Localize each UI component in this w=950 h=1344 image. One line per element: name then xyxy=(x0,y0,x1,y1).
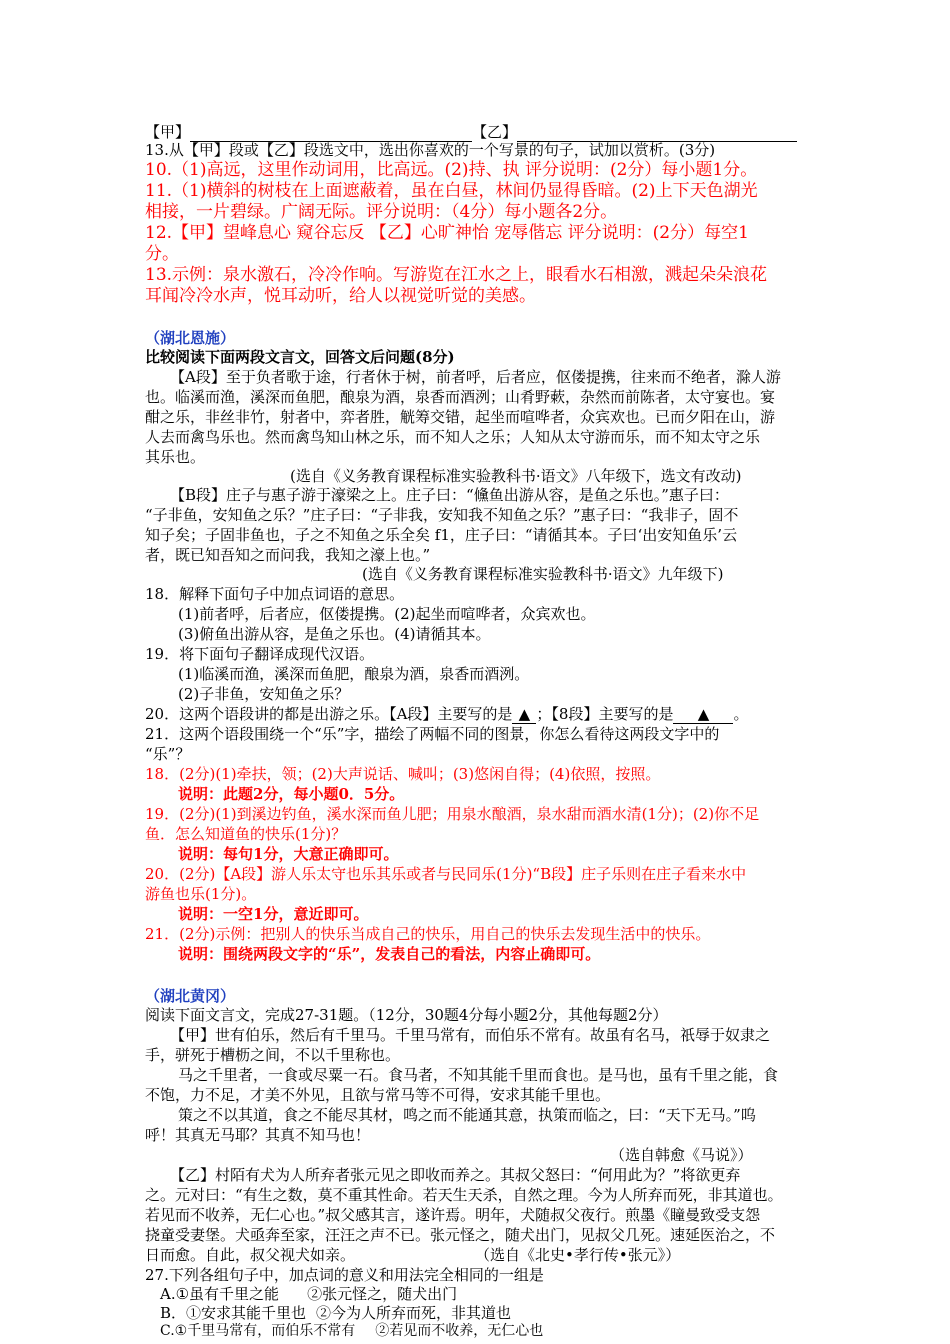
passage-jia-line: 马之千里者，一食或尽粟一石。食马者，不知其能千里而食也。是马也，虽有千里之能，食 xyxy=(178,1066,779,1084)
question-20-text: 20．这两个语段讲的都是出游之乐。【A段】主要写的是 xyxy=(145,705,513,723)
question-19-item: (1)临溪而渔，溪深而鱼肥，酿泉为酒，泉香而酒洌。 xyxy=(178,665,530,683)
passage-yi-line: 日而愈。自此，叔父视犬如亲。 xyxy=(145,1246,356,1264)
answer-note: 说明：每句1分，大意正确即可。 xyxy=(178,845,399,863)
answer-21: 21．(2分)示例：把别人的快乐当成自己的快乐，用自己的快乐去发现生活中的快乐。 xyxy=(145,925,711,943)
passage-yi-source: （选自《北史•孝行传•张元》） xyxy=(475,1246,681,1264)
passage-b-line: 者，既已知吾知之而问我，我知之濠上也。” xyxy=(145,546,431,564)
passage-yi-line: 【乙】村陌有犬为人所弃者张元见之即收而养之。其叔父怒曰：“何用此为？”将欲更弃 xyxy=(170,1166,741,1184)
passage-a-line: 【A段】至于负者歌于途，行者休于树，前者呼，后者应，伛偻提携，往来而不绝者，滁人游 xyxy=(170,368,781,386)
passage-a-source: (选自《义务教育课程标准实验教科书·语文》八年级下，选文有改动) xyxy=(290,467,742,485)
passage-yi-line: 若见而不收养，无仁心也。”叔父感其言，遂许焉。明年，犬随叔父夜行。煎墨《瞳曼致受支怨 xyxy=(145,1206,761,1224)
label-jia: 【甲】 xyxy=(145,123,191,141)
option-c xyxy=(160,1322,543,1340)
passage-a-line: 人去而禽鸟乐也。然而禽鸟知山林之乐，而不知人之乐；人知从太守游而乐，而不知太守之乐 xyxy=(145,428,761,446)
question-20-end: 。 xyxy=(733,705,749,723)
passage-a-line: 其乐也。 xyxy=(145,448,206,466)
question-19: 19．将下面句子翻译成现代汉语。 xyxy=(145,645,375,663)
question-13: 13.从【甲】段或【乙】段选文中，选出你喜欢的一个写景的句子，试加以赏析。(3分) xyxy=(145,141,716,159)
passage-a-line: 也。临溪而渔，溪深而鱼肥，酿泉为酒，泉香而酒洌；山肴野蔌，杂然而前陈者，太守宴也。宴 xyxy=(145,388,776,406)
question-18: 18．解释下面句子中加点词语的意思。 xyxy=(145,585,405,603)
option-c-1: C.①千里马常有，而伯乐不常有 xyxy=(160,1323,356,1339)
question-27: 27.下列各组句子中，加点词的意义和用法完全相同的一组是 xyxy=(145,1266,544,1284)
option-a xyxy=(160,1284,457,1304)
option-b-1: B．①安求其能千里也 xyxy=(160,1304,307,1322)
answer-12-line1: 12.【甲】望峰息心 窥谷忘反 【乙】心旷神怡 宠辱偕忘 评分说明：(2分）每空1 xyxy=(145,223,749,243)
answer-note: 说明：一空1分，意近即可。 xyxy=(178,905,369,923)
passage-yi-line: 之。元对曰：“有生之数，莫不重其性命。若天生天杀，自然之理。今为人所弃而死，非其道也。 xyxy=(145,1186,783,1204)
huanggang-instruction: 阅读下面文言文，完成27-31题。（12分，30题4分每小题2分，其他每题2分） xyxy=(145,1006,668,1024)
option-b xyxy=(160,1303,511,1323)
answer-19: 19．(2分)(1)到溪边钓鱼，溪水深而鱼儿肥；用泉水酿酒，泉水甜而酒水清(1分)；(2)你不足 xyxy=(145,805,760,823)
region-enshi: （湖北恩施） xyxy=(145,329,236,347)
blank-a[interactable]: ▲ xyxy=(512,705,536,724)
answer-13-line2: 耳闻冷冷水声，悦耳动听，给人以视觉听觉的美感。 xyxy=(145,286,536,306)
passage-b-line: 【B段】庄子与惠子游于濠梁之上。庄子曰：“儵鱼出游从容，是鱼之乐也。”惠子曰： xyxy=(170,486,729,504)
passage-jia-line: 呼！其真无马耶？其真不知马也！ xyxy=(145,1126,371,1144)
passage-jia-line: 手，骈死于槽枥之间，不以千里称也。 xyxy=(145,1046,401,1064)
region-huanggang: （湖北黄冈） xyxy=(145,987,236,1005)
answer-note: 说明：围绕两段文字的“乐”，发表自己的看法，内容止确即可。 xyxy=(178,945,601,963)
answer-note: 说明：此题2分，每小题0．5分。 xyxy=(178,785,405,803)
blank-answer-line xyxy=(145,122,797,142)
answer-11-line1: 11.（1)横斜的树枝在上面遮蔽着，虽在白昼，林间仍显得昏暗。(2)上下天色湖光 xyxy=(145,181,758,201)
passage-a-line: 酣之乐，非丝非竹，射者中，弈者胜，觥筹交错，起坐而喧哗者，众宾欢也。已而夕阳在山，游 xyxy=(145,408,776,426)
answer-19: 鱼．怎么知道鱼的快乐(1分)？ xyxy=(145,825,347,843)
question-20 xyxy=(145,704,748,724)
option-a-2: ②张元怪之，随犬出门 xyxy=(307,1285,458,1303)
question-21: 21．这两个语段围绕一个“乐”字，描绘了两幅不同的图景，你怎么看待这两段文字中的 xyxy=(145,725,720,743)
passage-jia-line: 策之不以其道，食之不能尽其材，鸣之而不能通其意，执策而临之，曰：“天下无马。”呜 xyxy=(178,1106,756,1124)
passage-b-line: 知子矣；子固非鱼也，子之不知鱼之乐全矣 f1，庄子曰：“请循其本。子曰‘出安知鱼乐’云 xyxy=(145,526,738,544)
question-21: “乐”？ xyxy=(145,745,191,763)
question-18-items: (1)前者呼，后者应，伛偻提携。(2)起坐而喧哗者，众宾欢也。 xyxy=(178,605,596,623)
passage-jia-source: （选自韩愈《马说》） xyxy=(610,1146,753,1164)
passage-jia-line: 不饱，力不足，才美不外见，且欲与常马等不可得，安求其能千里也。 xyxy=(145,1086,611,1104)
answer-10: 10.（1)高远，这里作动词用，比高远。(2)持、执 评分说明：(2分）每小题1分。 xyxy=(145,160,758,180)
passage-b-source: (选自《义务教育课程标准实验教科书·语文》九年级下) xyxy=(362,565,724,583)
answer-20: 20．(2分)【A段】游人乐太守也乐其乐或者与民同乐(1分)“B段】庄子乐则在庄子看来水中 xyxy=(145,865,747,883)
option-a-1: A.①虽有千里之能 xyxy=(160,1285,280,1303)
passage-jia-line: 【甲】世有伯乐，然后有千里马。千里马常有，而伯乐不常有。故虽有名马，祇辱于奴隶之 xyxy=(170,1026,771,1044)
answer-12-line2: 分。 xyxy=(145,244,179,264)
blank-b[interactable]: ▲ xyxy=(673,705,733,724)
question-18-items: (3)俯鱼出游从容，是鱼之乐也。(4)请循其本。 xyxy=(178,625,491,643)
answer-20: 游鱼也乐(1分)。 xyxy=(145,885,257,903)
label-yi: 【乙】 xyxy=(472,123,518,141)
answer-11-line2: 相接，一片碧绿。广阔无际。评分说明：（4分）每小题各2分。 xyxy=(145,202,618,222)
enshi-heading: 比较阅读下面两段文言文，回答文后问题(8分) xyxy=(145,348,455,366)
option-b-2: ②今为人所弃而死，非其道也 xyxy=(316,1304,512,1322)
answer-18: 18．(2分)(1)牵扶，领；(2)大声说话、喊叫；(3)悠闲自得；(4)依照，按照。 xyxy=(145,765,661,783)
passage-b-line: “子非鱼，安知鱼之乐？”庄子曰：“子非我，安知我不知鱼之乐？”惠子曰：“我非子，固不 xyxy=(145,506,739,524)
passage-yi-line: 挠童受妻堡。犬亟奔至家，汪汪之声不已。张元怪之，随犬出门，见叔父几死。速延医治之，不 xyxy=(145,1226,776,1244)
option-c-2: ②若见而不收养，无仁心也 xyxy=(375,1323,544,1339)
question-20-text: ；【8段】主要写的是 xyxy=(536,705,674,723)
answer-13-line1: 13.示例：泉水激石，冷冷作响。写游览在江水之上，眼看水石相激，溅起朵朵浪花 xyxy=(145,265,768,285)
question-19-item: (2)子非鱼，安知鱼之乐？ xyxy=(178,685,350,703)
